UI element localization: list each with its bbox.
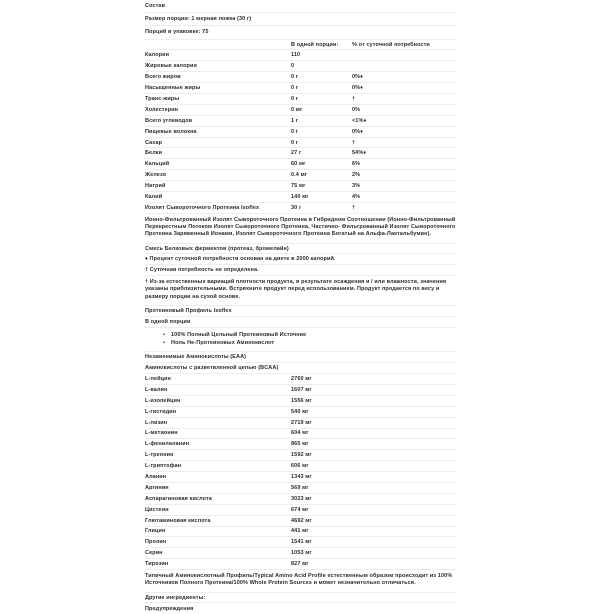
nutrient-label: Кальций (145, 161, 170, 168)
amino-acid-row (145, 450, 456, 461)
nutrient-row (145, 138, 456, 149)
amino-acid-label: Аланин (145, 474, 167, 480)
per-serving-row (145, 317, 456, 328)
nutrient-dv: 0%♦ (352, 74, 364, 81)
amino-acid-row (145, 418, 456, 429)
nutrient-row (145, 50, 456, 61)
amino-acid-label: Серин (145, 550, 163, 557)
amino-acid-amount: 1607 мг (291, 386, 312, 393)
amino-acid-row (145, 483, 456, 494)
nutrient-dv: 0% (352, 106, 361, 113)
amount-column-header: В одной порции: (291, 41, 339, 48)
amino-acid-amount: 1343 мг (291, 474, 312, 480)
protein-profile-bullets (145, 328, 456, 353)
amino-acid-row (145, 461, 456, 472)
amino-acid-label: L-гистидин (145, 408, 177, 415)
bullet-text: 100% Полный Цельный Протеиновый Источник (171, 331, 306, 338)
nutrient-amount: 0.4 мг (291, 172, 308, 179)
serving-size: Размер порции: 1 мерная ложка (30 г) (145, 16, 252, 23)
nutrient-row (145, 170, 456, 181)
nutrient-amount: 27 г (291, 150, 302, 157)
nutrient-table (145, 50, 456, 213)
nutrient-row (145, 116, 456, 127)
amino-acid-row (145, 407, 456, 418)
amino-acid-amount: 1053 мг (291, 550, 312, 557)
footnote-percent: ♦ Процент суточной потребности основан на диете в 2000 калорий. (145, 256, 336, 263)
protein-profile-title-row (145, 306, 456, 317)
composition-title-row (145, 0, 456, 13)
amino-acid-amount: 2719 мг (291, 419, 312, 426)
amino-acid-label: Тирозин (145, 561, 169, 568)
nutrient-label: Пищевые волокна (145, 128, 197, 135)
nutrient-dv: † (352, 95, 356, 102)
nutrient-dv: † (352, 204, 356, 211)
amino-acid-amount: 569 мг (291, 484, 309, 491)
nutrient-amount: 1 г (291, 117, 299, 124)
nutrient-dv: 3% (352, 183, 361, 190)
bullet-text: Ноль Не-Протеиновых Аминокислот (171, 340, 275, 347)
footnote-density: † Из-за естественных вариаций плотности продукта, в результате осаждения и / или влажности, значения указаны приблизительными. Встряхните продукт перед использованием. Продукт продается по весу и размеру порции на сухой основе. (145, 276, 456, 306)
nutrient-amount: 0 мг (291, 106, 303, 113)
footnote-dagger-row (145, 265, 456, 276)
amino-acid-amount: 2760 мг (291, 375, 312, 382)
nutrient-row (145, 159, 456, 170)
nutrient-amount: 0 г (291, 95, 299, 102)
nutrient-amount: 0 г (291, 139, 299, 146)
amino-acid-row (145, 494, 456, 505)
amino-acid-row (145, 472, 456, 483)
nutrient-dv: 4% (352, 193, 361, 200)
bullet-icon: ▪ (163, 340, 166, 347)
nutrient-label: Белки (145, 150, 163, 157)
amino-acid-row (145, 559, 456, 570)
warnings-row (145, 603, 456, 614)
amino-acid-label: L-лейцин (145, 375, 171, 382)
amino-acid-row (145, 396, 456, 407)
nutrient-row (145, 61, 456, 72)
nutrient-row (145, 148, 456, 159)
composition-title: Состав (145, 3, 166, 10)
amino-acid-label: L-триптофан (145, 463, 182, 470)
eaa-header-row (145, 352, 456, 363)
nutrient-amount: 75 мг (291, 183, 306, 190)
per-serving-label: В одной порции (145, 318, 191, 325)
nutrient-row (145, 94, 456, 105)
amino-acid-row (145, 537, 456, 548)
warnings-label: Предупреждения (145, 605, 194, 612)
nutrient-label: Изолят Сывороточного Протеина Isoflex (145, 204, 260, 211)
amino-acid-amount: 674 мг (291, 506, 309, 513)
bullet-icon: ▪ (163, 331, 166, 338)
amino-acid-label: L-треонин (145, 452, 174, 459)
nutrient-row (145, 72, 456, 83)
amino-acid-row (145, 429, 456, 440)
servings-per-container: Порций в упаковке: 75 (145, 29, 209, 36)
nutrient-label: Калий (145, 193, 163, 200)
nutrient-dv: 54%♦ (352, 150, 367, 157)
nutrient-amount: 0 г (291, 74, 299, 81)
nutrient-row (145, 192, 456, 203)
amino-acid-label: Аргинин (145, 484, 169, 491)
amino-acid-label: L-фенилаланин (145, 441, 190, 448)
amino-acid-label: Глютаминовая кислота (145, 517, 211, 524)
amino-acid-amount: 1556 мг (291, 397, 312, 404)
nutrient-row (145, 203, 456, 214)
nutrient-label: Натрий (145, 183, 166, 190)
nutrient-label: Всего углеводов (145, 117, 193, 124)
footnote-percent-row (145, 254, 456, 265)
nutrient-amount: 0 (291, 63, 295, 70)
nutrient-amount: 110 (291, 52, 301, 59)
nutrient-dv: 0%♦ (352, 85, 364, 92)
amino-acid-row (145, 548, 456, 559)
amino-acid-row (145, 516, 456, 527)
amino-acid-label: L-лизин (145, 419, 168, 426)
amino-acid-label: Пролин (145, 539, 167, 546)
enzyme-blend: Смесь Белковых ферментов (протеаз, бромелайн) (145, 245, 289, 252)
serving-size-row (145, 13, 456, 26)
bcaa-header-row (145, 363, 456, 374)
amino-acid-amount: 1592 мг (291, 452, 312, 459)
nutrient-row (145, 105, 456, 116)
amino-acid-table (145, 374, 456, 570)
typical-profile-note: Типичный Аминокислотный Профиль/Typical Amino Acid Profile естественным образом происходит из 100% Источников Полного Протеина/100% Whole Protein Sources и может незначительно отличаться. (145, 570, 456, 593)
amino-acid-amount: 3023 мг (291, 495, 312, 502)
footnote-dagger: † Суточная потребность не определена. (145, 267, 259, 274)
amino-acid-amount: 4692 мг (291, 517, 312, 524)
nutrient-label: Жировые калории (145, 63, 197, 70)
protein-profile-title: Протеиновый Профиль Isoflex (145, 307, 232, 314)
amino-acid-amount: 540 мг (291, 408, 309, 415)
nutrient-label: Всего жиров (145, 74, 181, 81)
amino-acid-label: Глицин (145, 528, 166, 535)
amino-acid-row (145, 505, 456, 516)
nutrient-amount: 0 г (291, 128, 299, 135)
enzyme-blend-row (145, 244, 456, 255)
bcaa-header: Аминокислоты с разветвленной цепью (BCAA) (145, 365, 279, 372)
amino-acid-amount: 865 мг (291, 441, 309, 448)
amino-acid-amount: 604 мг (291, 430, 309, 437)
amino-acid-row (145, 439, 456, 450)
other-ingredients-row (145, 593, 456, 604)
nutrient-row (145, 83, 456, 94)
amino-acid-amount: 827 мг (291, 561, 309, 568)
nutrient-amount: 60 мг (291, 161, 306, 168)
nutrient-label: Калории (145, 52, 170, 59)
supplement-facts-panel (145, 0, 456, 614)
nutrient-label: Сахар (145, 139, 163, 146)
nutrient-row (145, 181, 456, 192)
nutrient-dv: 2% (352, 172, 361, 179)
amino-acid-label: L-метионин (145, 430, 178, 437)
amino-acid-amount: 606 мг (291, 463, 309, 470)
nutrient-label: Холестерин (145, 106, 179, 113)
amino-acid-row (145, 527, 456, 538)
amino-acid-label: Цистеин (145, 506, 169, 513)
nutrient-label: Насыщенные жиры (145, 85, 201, 92)
table-header-row (145, 40, 456, 51)
amino-acid-label: L-валин (145, 386, 168, 393)
nutrient-dv: <1%♦ (352, 117, 367, 124)
profile-bullet (145, 339, 456, 347)
nutrient-amount: 30 г (291, 204, 302, 211)
amino-acid-label: L-изолейцин (145, 397, 181, 404)
nutrient-dv: † (352, 139, 356, 146)
amino-acid-label: Аспарагиновая кислота (145, 495, 212, 502)
nutrient-dv: 0%♦ (352, 128, 364, 135)
nutrient-label: Железо (145, 172, 167, 179)
other-ingredients-label: Другие ингредиенты: (145, 594, 206, 601)
amino-acid-amount: 441 мг (291, 528, 309, 535)
protein-blend-description: Ионно-Фильтрованный Изолят Сывороточного Протеина в Гибридном Соотношении (Ионно-Фильтрованный Перекрестным Потоком Изолят Сывороточного Протеина, Частично- Фильтрованный Изолят Сывороточного Протеина Заряженный Ионами, Изолят Сывороточного Протеина Богатый на Альфа-Лактальбумин). (145, 214, 456, 244)
amino-acid-row (145, 385, 456, 396)
nutrient-row (145, 127, 456, 138)
amino-acid-amount: 1541 мг (291, 539, 312, 546)
profile-bullet (145, 331, 456, 339)
nutrient-amount: 140 мг (291, 193, 309, 200)
nutrient-dv: 6% (352, 161, 361, 168)
servings-per-container-row (145, 26, 456, 39)
dv-column-header: % от суточной потребности (352, 41, 430, 48)
nutrient-amount: 0 г (291, 85, 299, 92)
eaa-header: Незаменимые Аминокислоты (EAA) (145, 354, 247, 361)
nutrient-label: Транс-жиры (145, 95, 180, 102)
amino-acid-row (145, 374, 456, 385)
